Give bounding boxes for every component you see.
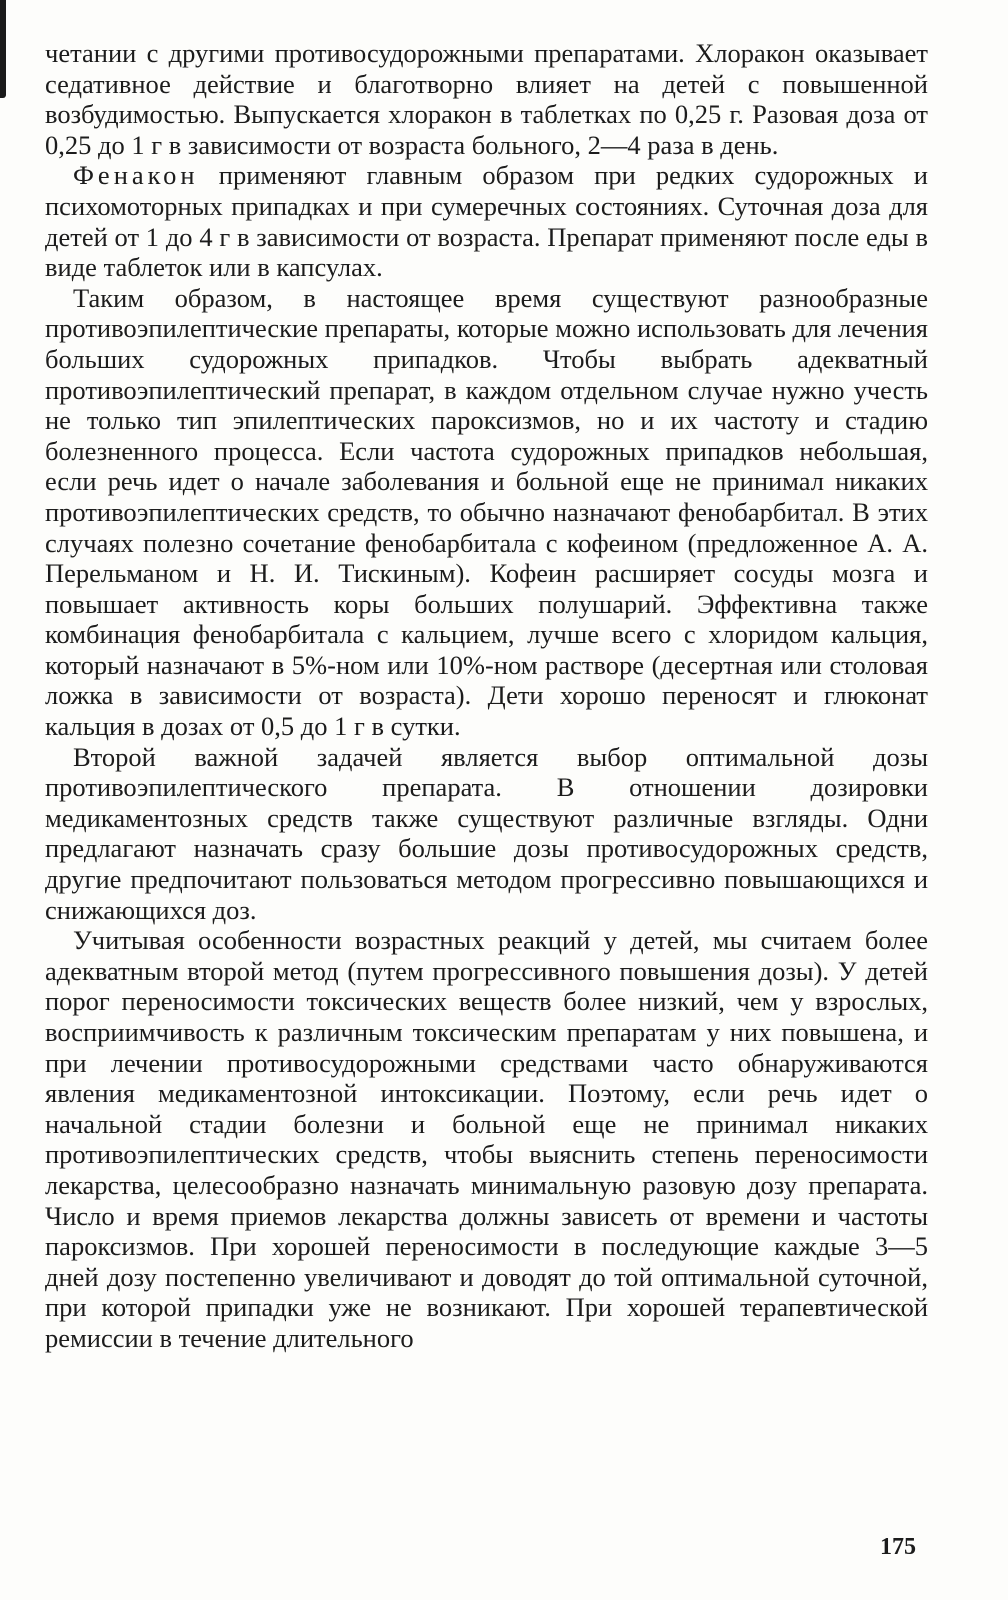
paragraph-text: Таким образом, в настоящее время существуют разнообразные противоэпилептические препараты, которые можно использовать для лечения больших судорожных припадков. Чтобы выбрать адекватный противоэпилептический препарат, в каждом отдельном случае нужно учесть не только тип эпилептических пароксизмов, но и их частоту и стадию болезненного процесса. Если частота судорожных припадков небольшая, если речь идет о начале заболевания и больной еще не принимал никаких противоэпилептических средств, то обычно назначают фенобарбитал. В этих случаях полезно сочетание фенобарбитала с кофеином (предложенное А. А. Перельманом и Н. И. Тискиным). Кофеин расширяет сосуды мозга и повышает активность коры больших полушарий. Эффективна также комбинация фенобарбитала с кальцием, лучше всего с хлоридом кальция, который назначают в 5%-ном или 10%-ном растворе (десертная или столовая ложка в зависимости от возраста). Дети хорошо переносят и глюконат кальция в дозах от 0,5 до 1 г в сутки. (45, 282, 928, 742)
paragraph-text: Учитывая особенности возрастных реакций у детей, мы считаем более адекватным второй метод (путем прогрессивного повышения дозы). У детей порог переносимости токсических веществ более низкий, чем у взрослых, восприимчивость к различным токсическим препаратам у них повышена, и при лечении противосудорожными средствами часто обнаруживаются явления медикаментозной интоксикации. Поэтому, если речь идет о начальной стадии болезни и больной еще не принимал никаких противоэпилептических средств, чтобы выяснить степень переносимости лекарства, целесообразно назначать минимальную разовую дозу препарата. Число и время приемов лекарства должны зависеть от времени и частоты пароксизмов. При хорошей переносимости в последующие каждые 3—5 дней дозу постепенно увеличивают и доводят до той оптимальной суточной, при которой припадки уже не возникают. При хорошей терапевтической ремиссии в течение длительного (45, 925, 928, 1353)
paragraph-phenacon (45, 160, 928, 282)
binding-edge-mark (0, 0, 6, 98)
paragraph-lead-term: Фенакон (73, 160, 199, 191)
page-number: 175 (880, 1534, 916, 1560)
paragraph-chloracon-continued (45, 38, 928, 160)
paragraph-optimal-dose (45, 742, 928, 926)
paragraph-text: четании с другими противосудорожными препаратами. Хлоракон оказывает седативное действие и благотворно влияет на детей с повышенной возбудимостью. Выпускается хлоракон в таблетках по 0,25 г. Разовая доза от 0,25 до 1 г в зависимости от возраста больного, 2—4 раза в день. (45, 38, 928, 160)
body-text (45, 38, 928, 1354)
paragraph-drug-choice (45, 283, 928, 742)
paragraph-text: применяют главным образом при редких судорожных и психомоторных припадках и при сумеречных состояниях. Суточная доза для детей от 1 до 4 г в зависимости от возраста. Препарат применяют после еды в виде таблеток или в капсулах. (45, 160, 928, 283)
paragraph-text: Второй важной задачей является выбор оптимальной дозы противоэпилептического препарата. В отношении дозировки медикаментозных средств также существуют различные взгляды. Одни предлагают назначать сразу большие дозы противосудорожных средств, другие предпочитают пользоваться методом прогрессивно повышающихся и снижающихся доз. (45, 741, 928, 925)
paragraph-progressive-method (45, 925, 928, 1353)
